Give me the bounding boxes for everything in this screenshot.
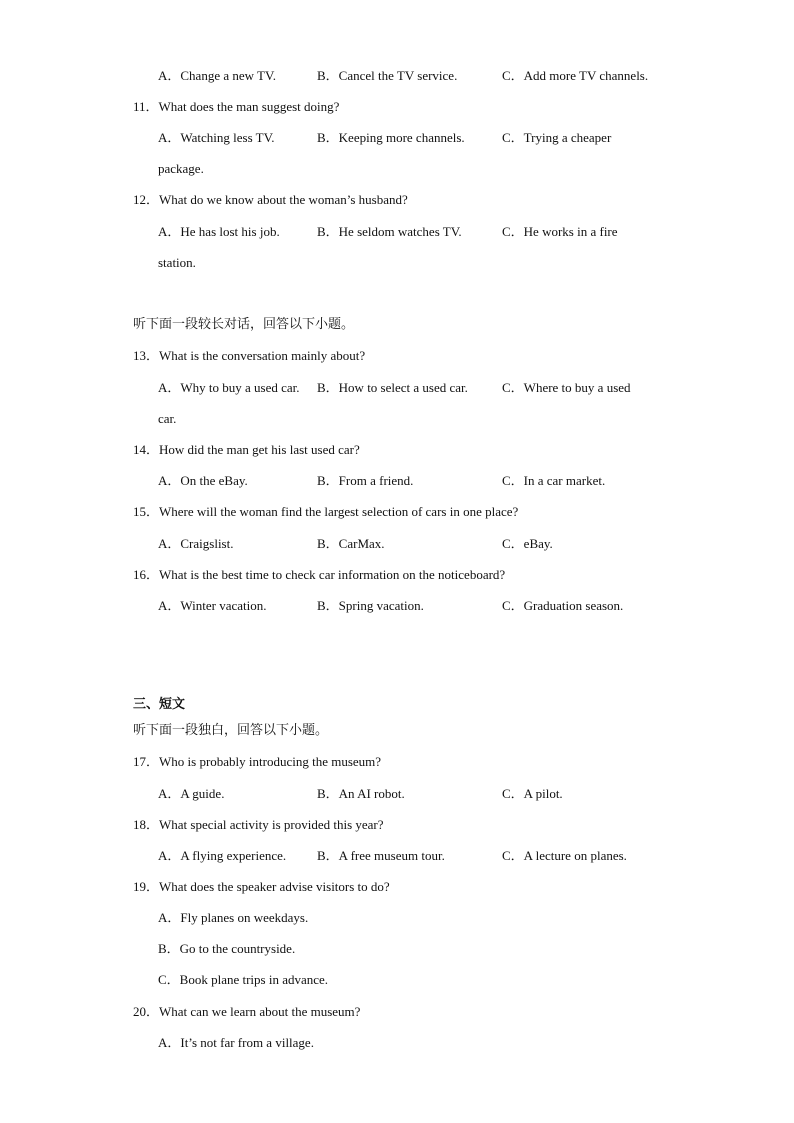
q17-option-c: C．A pilot.: [502, 786, 563, 801]
q20-stem: 20．What can we learn about the museum?: [133, 1004, 361, 1019]
q12-option-b: B．He seldom watches TV.: [317, 224, 462, 239]
q13-option-a: A．Why to buy a used car.: [158, 380, 300, 395]
q11-option-a: A．Watching less TV.: [158, 130, 275, 145]
q10-option-a: A．Change a new TV.: [158, 68, 276, 83]
q13-option-c-continued: car.: [158, 411, 177, 426]
q15-option-b: B．CarMax.: [317, 536, 385, 551]
q17-option-b: B．An AI robot.: [317, 786, 405, 801]
q16-stem: 16．What is the best time to check car information on the noticeboard?: [133, 567, 506, 582]
q18-option-a: A．A flying experience.: [158, 848, 287, 863]
q19-option-a: A．Fly planes on weekdays.: [158, 910, 309, 925]
q15-stem: 15．Where will the woman find the largest selection of cars in one place?: [133, 504, 519, 519]
q12-option-c-continued: station.: [158, 255, 196, 270]
q14-stem: 14．How did the man get his last used car?: [133, 442, 360, 457]
q11-option-c-continued: package.: [158, 161, 204, 176]
q18-option-c: C．A lecture on planes.: [502, 848, 627, 863]
q12-option-c: C．He works in a fire: [502, 224, 618, 239]
q17-option-a: A．A guide.: [158, 786, 225, 801]
q14-option-a: A．On the eBay.: [158, 473, 248, 488]
instruction-monologue: 听下面一段独白，回答以下小题。: [133, 723, 329, 738]
q16-option-c: C．Graduation season.: [502, 598, 624, 613]
q11-stem: 11．What does the man suggest doing?: [133, 99, 340, 114]
q14-option-b: B．From a friend.: [317, 473, 414, 488]
q12-stem: 12．What do we know about the woman’s husband?: [133, 192, 408, 207]
q11-option-b: B．Keeping more channels.: [317, 130, 465, 145]
q13-option-b: B．How to select a used car.: [317, 380, 468, 395]
q18-option-b: B．A free museum tour.: [317, 848, 445, 863]
q14-option-c: C．In a car market.: [502, 473, 606, 488]
q16-option-a: A．Winter vacation.: [158, 598, 267, 613]
section-title: 三、短文: [133, 697, 186, 712]
q19-stem: 19．What does the speaker advise visitors to do?: [133, 879, 390, 894]
q19-option-b: B．Go to the countryside.: [158, 941, 296, 956]
q12-option-a: A．He has lost his job.: [158, 224, 280, 239]
q13-stem: 13．What is the conversation mainly about?: [133, 348, 366, 363]
q11-option-c: C．Trying a cheaper: [502, 130, 612, 145]
q19-option-c: C．Book plane trips in advance.: [158, 972, 329, 987]
q10-option-c: C．Add more TV channels.: [502, 68, 649, 83]
instruction-long-dialogue: 听下面一段较长对话，回答以下小题。: [133, 317, 355, 332]
q15-option-a: A．Craigslist.: [158, 536, 234, 551]
q13-option-c: C．Where to buy a used: [502, 380, 631, 395]
q16-option-b: B．Spring vacation.: [317, 598, 424, 613]
q15-option-c: C．eBay.: [502, 536, 553, 551]
q18-stem: 18．What special activity is provided this year?: [133, 817, 384, 832]
q20-option-a: A．It’s not far from a village.: [158, 1035, 314, 1050]
q10-option-b: B．Cancel the TV service.: [317, 68, 458, 83]
q17-stem: 17．Who is probably introducing the museum?: [133, 754, 382, 769]
